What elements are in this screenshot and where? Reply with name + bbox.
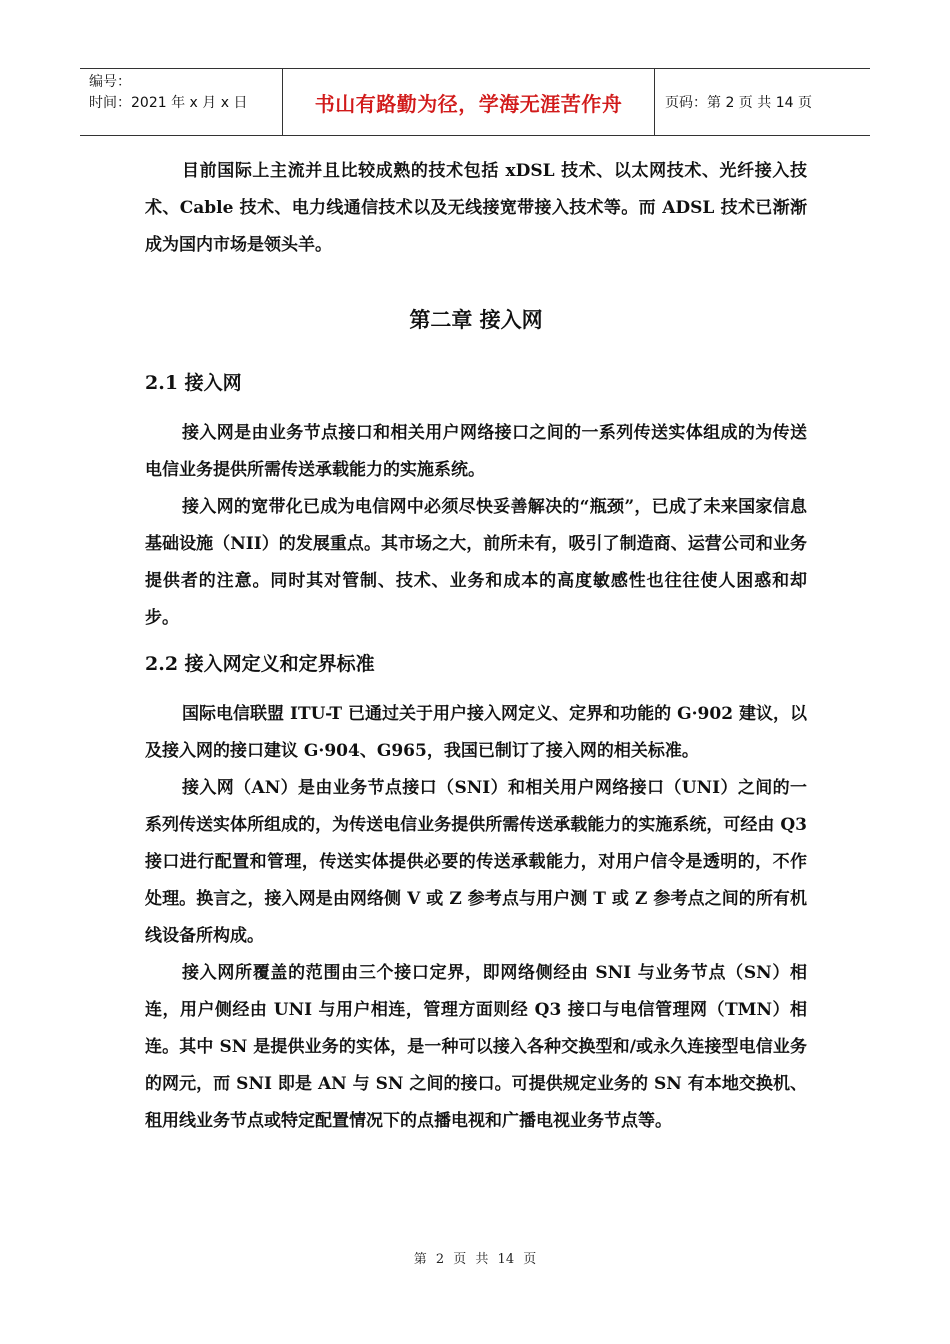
intro-paragraph: 目前国际上主流并且比较成熟的技术包括 xDSL 技术、以太网技术、光纤接入技术、Cable 技术、电力线通信技术以及无线接宽带接入技术等。而 ADSL 技术已渐渐成为国内市场是领头羊。 <box>145 161 807 255</box>
page-header <box>80 68 870 136</box>
section-2-1-paragraph-1: 接入网是由业务节点接口和相关用户网络接口之间的一系列传送实体组成的为传送电信业务提供所需传送承载能力的实施系统。 <box>145 423 807 480</box>
document-time-label: 时间：2021 年 x 月 x 日 <box>89 95 248 111</box>
document-number-label: 编号： <box>89 74 131 90</box>
header-page-info: 页码：第 2 页 共 14 页 <box>665 95 812 111</box>
section-2-2-title: 2.2 接入网定义和定界标准 <box>145 653 375 675</box>
chapter-title: 第二章 接入网 <box>409 307 543 332</box>
section-2-2-paragraph-2: 接入网（AN）是由业务节点接口（SNI）和相关用户网络接口（UNI）之间的一系列传送实体所组成的，为传送电信业务提供所需传送承载能力的实施系统，可经由 Q3 接口进行配置和管理，传送实体提供必要的传送承载能力，对用户信令是透明的，不作处理。换言之，接入网是由网络侧 V 或 Z 参考点与用户测 T 或 Z 参考点之间的所有机线设备所构成。 <box>145 778 807 946</box>
section-2-2-paragraph-1: 国际电信联盟 ITU-T 已通过关于用户接入网定义、定界和功能的 G·902 建议，以及接入网的接口建议 G·904、G965，我国已制订了接入网的相关标准。 <box>145 704 807 761</box>
header-meta <box>80 69 282 135</box>
page-footer: 第 2 页 共 14 页 <box>413 1252 537 1267</box>
document-body <box>145 153 807 1140</box>
section-2-1-title: 2.1 接入网 <box>145 372 242 394</box>
header-motto: 书山有路勤为径，学海无涯苦作舟 <box>282 69 655 135</box>
section-2-2-paragraph-3: 接入网所覆盖的范围由三个接口定界，即网络侧经由 SNI 与业务节点（SN）相连，用户侧经由 UNI 与用户相连，管理方面则经 Q3 接口与电信管理网（TMN）相连。其中 SN 是提供业务的实体，是一种可以接入各种交换型和/或永久连接型电信业务的网元，而 SNI 即是 AN 与 SN 之间的接口。可提供规定业务的 SN 有本地交换机、租用线业务节点或特定配置情况下的点播电视和广播电视业务节点等。 <box>145 963 807 1131</box>
section-2-1-paragraph-2: 接入网的宽带化已成为电信网中必须尽快妥善解决的“瓶颈”，已成了未来国家信息基础设施（NII）的发展重点。其市场之大，前所未有，吸引了制造商、运营公司和业务提供者的注意。同时其对管制、技术、业务和成本的高度敏感性也往往使人困惑和却步。 <box>145 497 807 628</box>
